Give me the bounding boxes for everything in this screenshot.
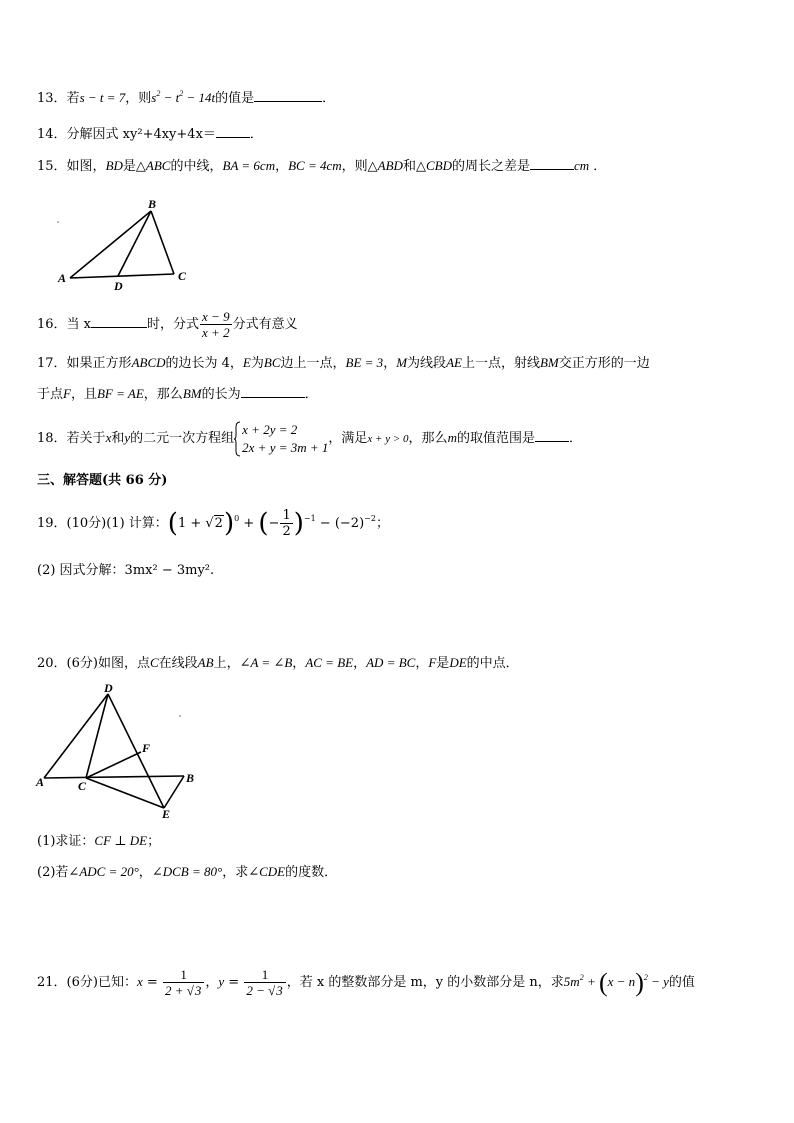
label-d: D <box>114 279 123 293</box>
label-a: A <box>58 271 67 285</box>
answer-blank[interactable] <box>241 384 305 398</box>
question-19: 19．(10分)(1) 计算：$(1 + √2)^0$ + (− $\frac{1}{2}$ )$^{-1} - (-2)^{-2}$； <box>37 508 389 539</box>
question-20: 20．(6分)如图，点C在线段AB上，∠A = ∠B，AC = BE，AD = BC，F是DE的中点． <box>37 655 519 671</box>
segment-ab <box>70 211 151 278</box>
equation-system: x + 2y = 2 2x + y = 3m + 1 <box>234 421 328 457</box>
question-14: 14．分解因式 xy²+4xy+4x＝ ． <box>37 124 263 144</box>
segment-ac <box>70 274 174 278</box>
label-b: B <box>148 197 157 211</box>
label-c: C <box>178 269 187 283</box>
answer-blank[interactable] <box>254 88 322 102</box>
label-d: D <box>104 682 113 695</box>
question-16: 16．当 x 时，分式 $\frac{x - 9}{x + 2}$ 分式有意义 <box>37 309 298 340</box>
triangle-abc-figure <box>48 194 198 294</box>
segment-bd <box>118 211 151 276</box>
question-13: 13．若s − t = 7，则$s^2 - t^2 - 14t$的值是 ． <box>37 89 336 106</box>
answer-blank[interactable] <box>535 428 569 442</box>
question-21: 21．(6分)已知：x = $\frac{1}{2 + √3}$ ，y = $\frac{1}{2 - √3}$ ，若 x 的整数部分是 m，y 的小数部分是 n，求$5m^2 + (x - n)^2 - y$的值 <box>37 967 695 998</box>
segment-cf <box>86 752 141 778</box>
segment-dc <box>86 694 108 778</box>
segment-ad <box>44 694 108 778</box>
answer-blank[interactable] <box>216 124 250 138</box>
answer-blank[interactable] <box>530 156 574 170</box>
answer-blank[interactable] <box>91 314 147 328</box>
section-title: 三、解答题(共 66 分) <box>37 473 168 488</box>
question-17: 17．如果正方形ABCD的边长为 4，E为BC边上一点，BE = 3，M为线段AE上一点，射线BM交正方形的一边 <box>37 355 650 371</box>
geometry-figure-q20 <box>34 682 214 818</box>
segment-be <box>164 776 184 808</box>
question-19-part-2: (2) 因式分解：3mx² − 3my². <box>37 563 215 578</box>
label-e: E <box>162 807 171 818</box>
segment-ab <box>44 776 184 778</box>
question-17-line-2: 于点F，且BF = AE，那么BM的长为 ． <box>37 386 318 402</box>
question-15: 15．如图，BD是△ABC的中线，BA = 6cm，BC = 4cm，则△ABD和△CBD的周长之差是 cm ． <box>37 158 607 174</box>
fraction: $\frac{x - 9}{x + 2}$ <box>202 309 230 340</box>
label-a: A <box>36 775 45 789</box>
segment-de <box>108 694 164 808</box>
label-b: B <box>186 771 195 785</box>
question-20-part-2: (2)若∠ADC = 20°，∠DCB = 80°，求∠CDE的度数． <box>37 864 338 880</box>
label-f: F <box>142 741 151 755</box>
question-20-part-1: (1)求证：CF ⊥ DE； <box>37 833 161 849</box>
segment-bc <box>151 211 174 274</box>
question-18: 18．若关于x和y的二元一次方程组 x + 2y = 2 2x + y = 3m + 1 ，满足x + y > 0，那么m的取值范围是 ． <box>37 421 582 455</box>
label-c: C <box>78 779 87 793</box>
